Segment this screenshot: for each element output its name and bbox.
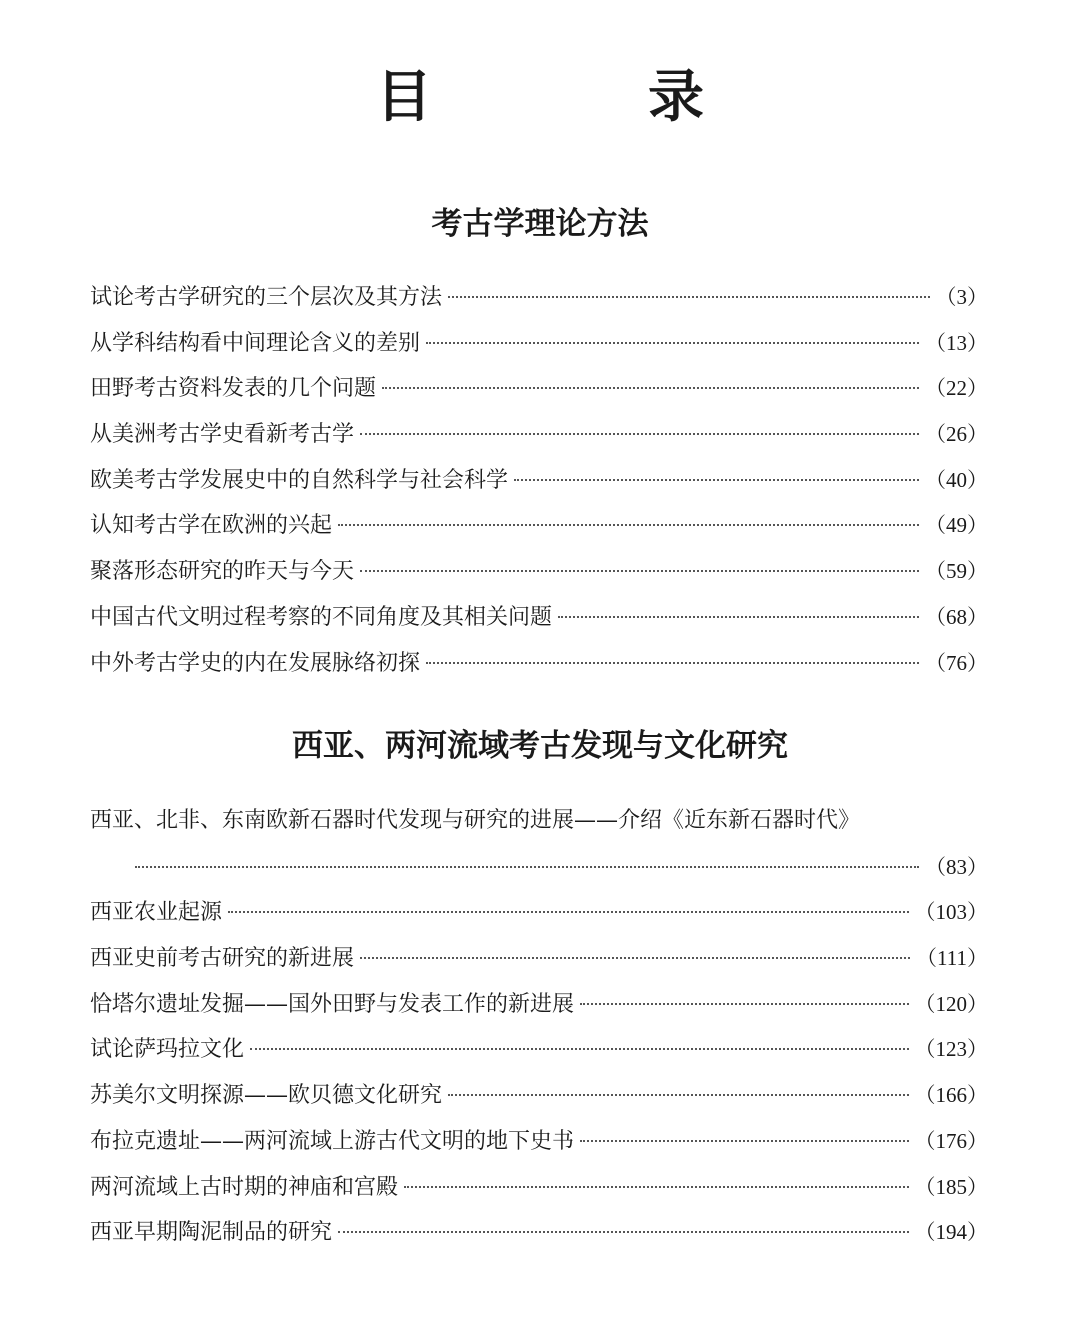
toc-entry-page: （185） — [914, 1174, 988, 1199]
dot-leader — [382, 387, 919, 389]
toc-entry-title: 西亚史前考古研究的新进展 — [90, 946, 355, 972]
toc-entry[interactable] — [90, 510, 988, 556]
toc-entry[interactable] — [90, 465, 988, 511]
toc-entry[interactable] — [90, 1126, 988, 1172]
toc-entry-title: 中国古代文明过程考察的不同角度及其相关问题 — [90, 604, 553, 630]
dot-leader — [404, 1186, 908, 1188]
page-title: 目 录 — [376, 64, 784, 130]
toc-entry-page: （83） — [925, 854, 988, 879]
toc-entry[interactable] — [90, 806, 988, 897]
dot-leader — [135, 866, 919, 868]
dot-leader — [448, 296, 929, 298]
toc-entry[interactable] — [90, 602, 988, 648]
toc-entry-page: （111） — [916, 946, 988, 971]
toc-entry-page: （59） — [925, 559, 988, 584]
toc-entry-title: 中外考古学史的内在发展脉络初探 — [90, 650, 421, 676]
toc-list-west-asia — [90, 806, 988, 1263]
dot-leader — [514, 479, 919, 481]
toc-entry[interactable] — [90, 328, 988, 374]
toc-entry[interactable] — [90, 419, 988, 465]
toc-entry-title: 认知考古学在欧洲的兴起 — [90, 513, 333, 539]
toc-entry[interactable] — [90, 1172, 988, 1218]
toc-entry-page: （76） — [925, 650, 988, 675]
toc-entry-title: 西亚、北非、东南欧新石器时代发现与研究的进展——介绍《近东新石器时代》 — [90, 808, 861, 833]
toc-entry-title: 试论考古学研究的三个层次及其方法 — [90, 285, 443, 310]
toc-entry[interactable] — [90, 943, 988, 989]
toc-entry-title: 西亚早期陶泥制品的研究 — [90, 1220, 333, 1246]
dot-leader — [448, 1094, 908, 1096]
toc-entry-title: 恰塔尔遗址发掘——国外田野与发表工作的新进展 — [90, 991, 575, 1017]
dot-leader — [360, 570, 919, 572]
toc-list-theory — [90, 282, 988, 693]
toc-entry-page: （13） — [925, 330, 988, 355]
toc-entry-title: 试论萨玛拉文化 — [90, 1037, 245, 1063]
toc-entry[interactable] — [90, 897, 988, 943]
toc-entry-title: 苏美尔文明探源——欧贝德文化研究 — [90, 1083, 443, 1109]
toc-entry-page: （3） — [935, 285, 988, 309]
toc-entry-page: （26） — [925, 422, 988, 447]
dot-leader — [580, 1003, 908, 1005]
toc-entry-title: 田野考古资料发表的几个问题 — [90, 376, 377, 402]
toc-entry[interactable] — [90, 1080, 988, 1126]
toc-entry-title: 从学科结构看中间理论含义的差别 — [90, 330, 421, 356]
dot-leader — [338, 524, 919, 526]
toc-entry-page: （68） — [925, 604, 988, 629]
dot-leader — [250, 1048, 908, 1050]
toc-entry-title: 布拉克遗址——两河流域上游古代文明的地下史书 — [90, 1128, 575, 1154]
dot-leader — [338, 1231, 908, 1233]
dot-leader — [360, 957, 910, 959]
toc-entry-title: 两河流域上古时期的神庙和宫殿 — [90, 1174, 399, 1200]
dot-leader — [558, 616, 919, 618]
toc-entry-title: 从美洲考古学史看新考古学 — [90, 422, 355, 448]
dot-leader — [360, 433, 919, 435]
toc-entry-title: 欧美考古学发展史中的自然科学与社会科学 — [90, 467, 509, 493]
toc-entry-page: （22） — [925, 376, 988, 401]
toc-entry[interactable] — [90, 556, 988, 602]
toc-entry-page: （103） — [914, 900, 988, 925]
dot-leader — [426, 342, 919, 344]
toc-entry[interactable] — [90, 1034, 988, 1080]
toc-entry-page: （120） — [914, 991, 988, 1016]
toc-entry[interactable] — [90, 989, 988, 1035]
toc-entry-page: （194） — [914, 1220, 988, 1245]
toc-entry-page: （166） — [914, 1083, 988, 1108]
toc-entry-title: 西亚农业起源 — [90, 900, 223, 926]
toc-entry-page: （123） — [914, 1037, 988, 1062]
section-heading-theory: 考古学理论方法 — [431, 206, 649, 242]
toc-entry[interactable] — [90, 1217, 988, 1263]
toc-entry-title: 聚落形态研究的昨天与今天 — [90, 559, 355, 585]
toc-entry[interactable] — [90, 648, 988, 694]
toc-entry[interactable] — [90, 373, 988, 419]
section-heading-west-asia: 西亚、两河流域考古发现与文化研究 — [292, 728, 788, 764]
dot-leader — [228, 911, 908, 913]
toc-entry[interactable] — [90, 282, 988, 328]
dot-leader — [426, 662, 919, 664]
toc-entry-page: （49） — [925, 513, 988, 538]
toc-entry-page: （176） — [914, 1128, 988, 1153]
toc-entry-page: （40） — [925, 467, 988, 492]
dot-leader — [580, 1140, 908, 1142]
